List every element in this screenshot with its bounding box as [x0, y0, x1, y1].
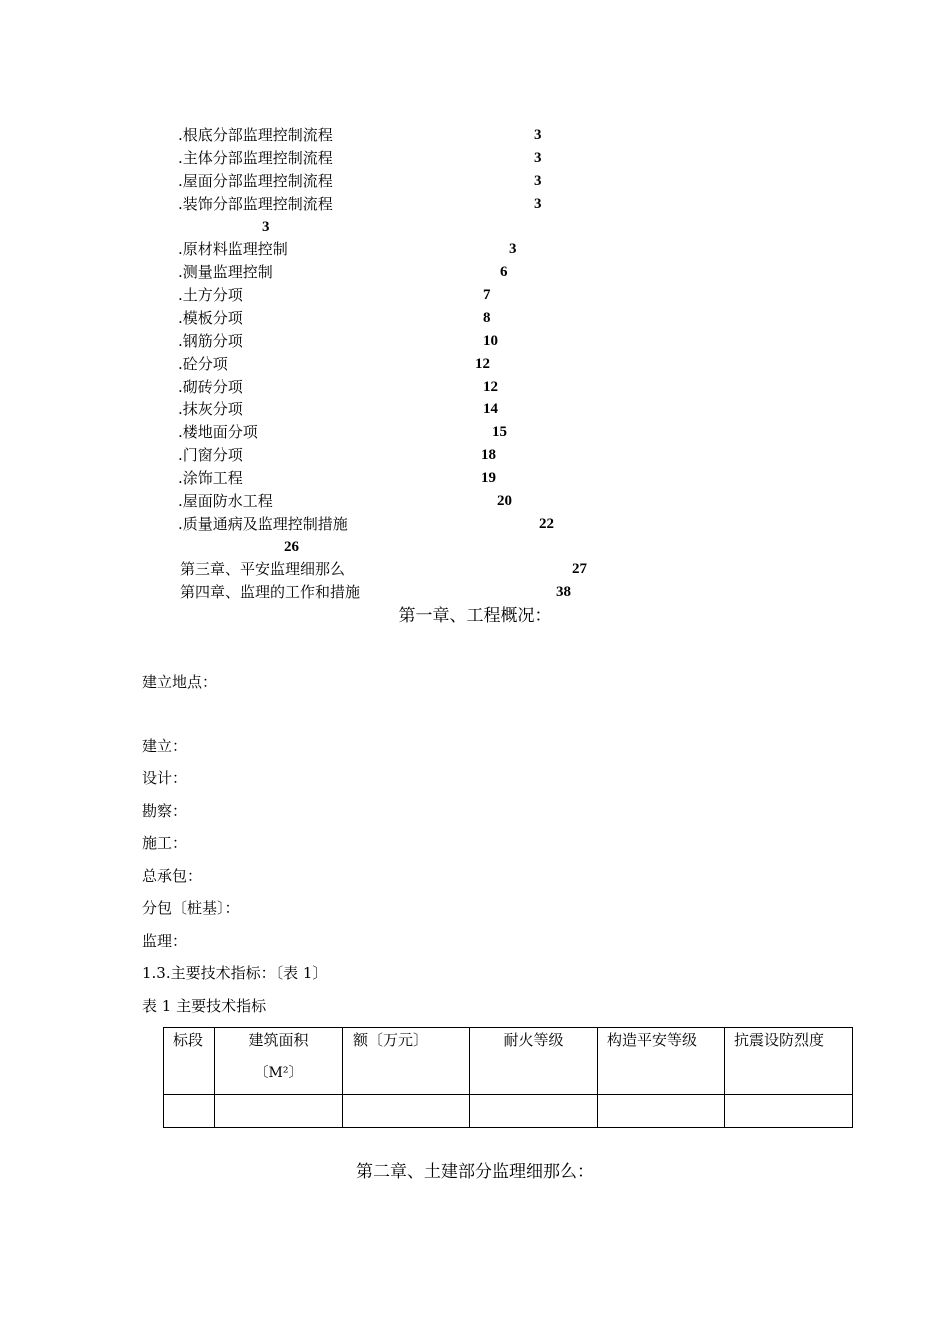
table-caption: 表 1 主要技术指标: [142, 997, 267, 1015]
general-contractor-label: 总承包：: [142, 867, 203, 885]
toc-item-label: .质量通病及监理控制措施: [178, 515, 348, 533]
toc-item-label: .砼分项: [178, 355, 228, 373]
toc-chapter-label: 第四章、监理的工作和措施: [180, 583, 361, 601]
construction-label: 施工：: [142, 834, 188, 852]
chapter-2-title: 第二章、土建部分监理细那么：: [356, 1162, 594, 1182]
table-cell: [343, 1095, 470, 1128]
toc-item-page: 10: [483, 333, 498, 349]
header-cell: [164, 1028, 215, 1095]
header-cell: [725, 1028, 853, 1095]
toc-item-page: 38: [556, 584, 571, 600]
toc-item-page: 3: [534, 173, 542, 189]
table-cell: [164, 1095, 215, 1128]
toc-item-page: 8: [483, 310, 491, 326]
technical-indicators-table: [163, 1027, 853, 1128]
location-label: 建立地点：: [142, 673, 218, 691]
toc-item-page: 12: [475, 356, 490, 372]
toc-item-label: .屋面分部监理控制流程: [178, 172, 333, 190]
header-seismic-intensity: 抗震设防烈度: [734, 1031, 825, 1049]
toc-item-page-continued: 26: [284, 539, 299, 555]
toc-item-page-continued: 3: [262, 219, 270, 235]
toc-item-label: .根底分部监理控制流程: [178, 126, 333, 144]
header-area: 建筑面积: [248, 1031, 309, 1049]
header-cell: [598, 1028, 725, 1095]
toc-chapter-label: 第三章、平安监理细那么: [180, 560, 346, 578]
table-row: [164, 1095, 853, 1128]
header-cell: [215, 1028, 343, 1095]
toc-item-label: .门窗分项: [178, 446, 243, 464]
toc-item-page: 22: [539, 516, 554, 532]
toc-item-page: 27: [572, 561, 587, 577]
toc-item-page: 14: [483, 401, 498, 417]
toc-item-page: 20: [497, 493, 512, 509]
header-cell: [470, 1028, 598, 1095]
toc-item-label: .砌砖分项: [178, 378, 243, 396]
toc-item-page: 12: [483, 379, 498, 395]
toc-item-page: 6: [500, 264, 508, 280]
toc-item-label: .涂饰工程: [178, 469, 243, 487]
indicators-label: 1.3.主要技术指标：〔表 1〕: [142, 964, 328, 982]
toc-item-page: 18: [481, 447, 496, 463]
table-header-row: [164, 1028, 853, 1095]
header-area-unit: 〔M²〕: [254, 1065, 303, 1081]
header-section: 标段: [173, 1031, 204, 1049]
toc-item-label: .装饰分部监理控制流程: [178, 195, 333, 213]
toc-item-page: 3: [534, 150, 542, 166]
table-cell: [215, 1095, 343, 1128]
supervision-label: 监理：: [142, 932, 188, 950]
header-amount: 额〔万元〕: [353, 1031, 429, 1049]
table-cell: [470, 1095, 598, 1128]
toc-item-label: .楼地面分项: [178, 423, 258, 441]
toc-item-label: .土方分项: [178, 286, 243, 304]
toc-item-label: .钢筋分项: [178, 332, 243, 350]
toc-item-label: .主体分部监理控制流程: [178, 149, 333, 167]
designer-label: 设计：: [142, 769, 188, 787]
header-cell: [343, 1028, 470, 1095]
toc-item-label: .抹灰分项: [178, 400, 243, 418]
owner-label: 建立：: [142, 737, 188, 755]
toc-item-label: .原材料监理控制: [178, 240, 288, 258]
subcontractor-label: 分包〔桩基〕：: [142, 899, 240, 917]
toc-item-page: 7: [483, 287, 491, 303]
header-fire-rating: 耐火等级: [503, 1031, 564, 1049]
table-cell: [725, 1095, 853, 1128]
header-structure-safety: 构造平安等级: [607, 1031, 698, 1049]
toc-item-page: 3: [534, 127, 542, 143]
toc-item-page: 3: [509, 241, 517, 257]
toc-item-label: .测量监理控制: [178, 263, 273, 281]
chapter-1-title: 第一章、工程概况：: [398, 606, 552, 626]
survey-label: 勘察：: [142, 802, 188, 820]
toc-item-page: 19: [481, 470, 496, 486]
table-cell: [598, 1095, 725, 1128]
toc-item-label: .屋面防水工程: [178, 492, 273, 510]
toc-item-page: 3: [534, 196, 542, 212]
toc-item-page: 15: [492, 424, 507, 440]
toc-item-label: .模板分项: [178, 309, 243, 327]
